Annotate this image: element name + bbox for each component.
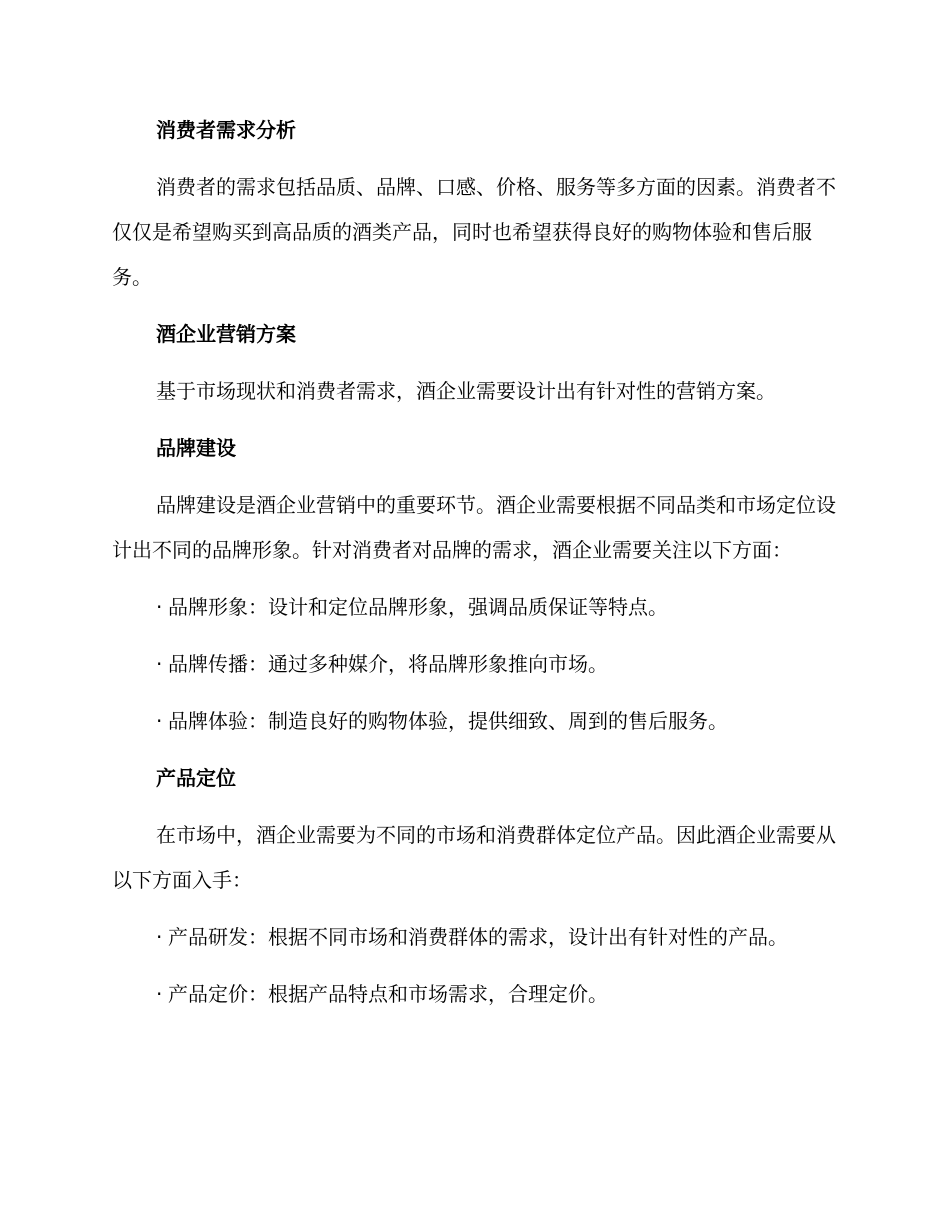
section-heading-product-positioning: 产品定位: [156, 766, 236, 790]
bullet-item-product-rd: [112, 915, 838, 960]
paragraph-marketing-plan: 基于市场现状和消费者需求，酒企业需要设计出有针对性的营销方案。: [156, 379, 776, 403]
bullet-text: 品牌体验：制造良好的购物体验，提供细致、周到的售后服务。: [168, 709, 728, 733]
document-page: [112, 108, 838, 1029]
bullet-dot-icon: ·: [156, 982, 163, 1006]
bullet-dot-icon: ·: [156, 925, 163, 949]
paragraph-product-positioning: 在市场中，酒企业需要为不同的市场和消费群体定位产品。因此酒企业需要从以下方面入手：: [112, 823, 836, 892]
bullet-dot-icon: ·: [156, 709, 163, 733]
section-heading-brand-building: 品牌建设: [156, 436, 236, 460]
bullet-dot-icon: ·: [156, 652, 163, 676]
bullet-text: 品牌传播：通过多种媒介，将品牌形象推向市场。: [168, 652, 608, 676]
bullet-dot-icon: ·: [156, 595, 163, 619]
bullet-item-brand-experience: [112, 699, 838, 744]
paragraph-consumer-needs: 消费者的需求包括品质、品牌、口感、价格、服务等多方面的因素。消费者不仅仅是希望购买到高品质的酒类产品，同时也希望获得良好的购物体验和售后服务。: [112, 175, 836, 289]
bullet-item-product-pricing: [112, 972, 838, 1017]
paragraph-brand-building: 品牌建设是酒企业营销中的重要环节。酒企业需要根据不同品类和市场定位设计出不同的品牌形象。针对消费者对品牌的需求，酒企业需要关注以下方面：: [112, 493, 836, 562]
section-heading-consumer-needs: 消费者需求分析: [156, 118, 296, 142]
bullet-item-brand-image: [112, 585, 838, 630]
bullet-text: 产品定价：根据产品特点和市场需求，合理定价。: [168, 982, 608, 1006]
bullet-text: 产品研发：根据不同市场和消费群体的需求，设计出有针对性的产品。: [168, 925, 788, 949]
bullet-text: 品牌形象：设计和定位品牌形象，强调品质保证等特点。: [168, 595, 668, 619]
section-heading-marketing-plan: 酒企业营销方案: [156, 322, 296, 346]
bullet-item-brand-communication: [112, 642, 838, 687]
